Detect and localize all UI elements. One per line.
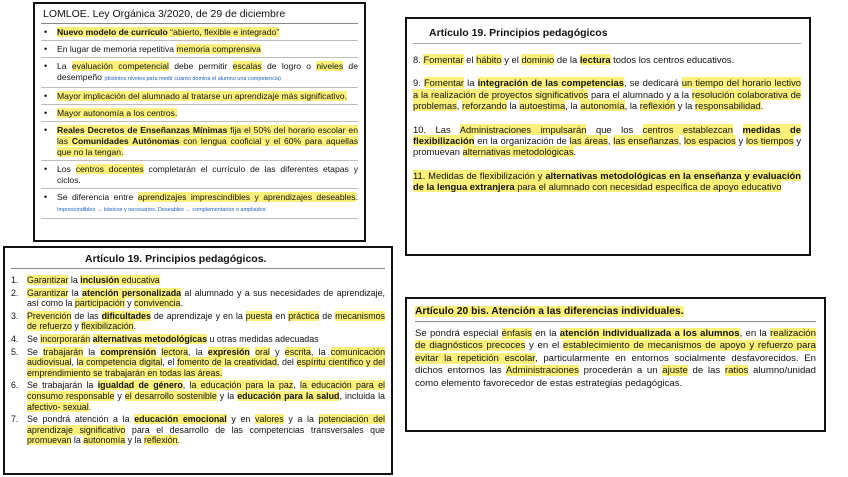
text-segment: dificultades <box>101 310 151 321</box>
articulo-19-left-box <box>3 246 393 475</box>
text-segment: Se pondrá atención a la <box>27 414 135 425</box>
text-segment: procederán a un <box>578 365 663 377</box>
lomloe-list <box>41 27 358 219</box>
text-segment: educación emocional <box>134 414 227 425</box>
text-segment: y <box>71 321 82 332</box>
text-segment: y a la <box>283 414 319 425</box>
text-segment: inclusión <box>80 275 120 285</box>
text-segment: Se diferencia entre <box>57 192 138 202</box>
list-item <box>41 44 358 58</box>
item-number: 4. <box>11 333 19 344</box>
text-segment: y la <box>125 435 144 446</box>
text-segment: comunicación audiovisual <box>27 346 386 368</box>
article-paragraph <box>413 124 801 158</box>
text-segment: Se <box>27 346 44 357</box>
text-segment: La <box>57 61 72 71</box>
text-segment: Se pondrá especial <box>415 328 502 339</box>
text-segment: participación <box>74 298 125 309</box>
text-segment: educación para la salud <box>237 390 340 401</box>
text-segment: reflexión <box>143 435 178 446</box>
article-paragraph <box>413 54 801 65</box>
item-number: 7. <box>11 414 19 425</box>
text-segment: Prevención <box>27 310 72 321</box>
lomloe-title: LOMLOE. Ley Orgánica 3/2020, de 29 de diciembre <box>43 8 286 20</box>
text-segment: espíritu científico y del emprendimiento se trabajarán en todas las áreas. <box>27 357 386 378</box>
text-segment: la educación para la paz <box>189 380 294 391</box>
text-segment: “abierto, flexible e integrado” <box>167 27 280 37</box>
text-segment: y <box>269 346 285 357</box>
text-segment: realización de diagnósticos precoces <box>415 328 816 352</box>
text-segment: autoestima <box>519 100 566 112</box>
title-divider <box>11 268 385 269</box>
text-segment: Se trabajarán la <box>27 380 98 391</box>
text-segment: Garantizar <box>27 287 69 298</box>
text-segment: Se <box>27 333 41 344</box>
item-number: 2. <box>11 287 19 298</box>
text-segment: en <box>272 310 289 321</box>
list-item <box>41 192 358 219</box>
text-segment: la <box>464 77 478 89</box>
text-segment: debe permitir <box>168 61 233 71</box>
text-segment: un tiempo del horario lectivo a la realización de proyectos significativos <box>413 77 801 100</box>
list-item <box>11 347 385 379</box>
articulo-20-bis-title: Artículo 20 bis. Atención a las diferencias individuales. <box>415 306 684 317</box>
text-segment: , del <box>276 357 297 368</box>
text-segment: ratios <box>724 365 749 377</box>
text-segment: fija el 50% del horario escolar en las <box>57 125 358 146</box>
text-segment: de la <box>554 54 580 65</box>
text-segment: , <box>607 135 614 147</box>
item-number: 5. <box>11 346 19 357</box>
text-segment: oral <box>255 346 270 357</box>
list-item <box>11 334 385 345</box>
text-segment: puesta <box>245 310 273 321</box>
text-segment: la <box>83 346 101 357</box>
text-segment: 9. <box>413 77 424 89</box>
list-item <box>41 108 358 122</box>
text-segment: Administraciones <box>505 365 579 377</box>
text-segment: alternativas metodológicas <box>92 333 208 344</box>
list-item <box>11 311 385 332</box>
annotation-note: (distintos niveles para medir cuánto domina el alumno una competencia) <box>104 76 282 82</box>
text-segment: ajuste <box>662 365 688 377</box>
text-segment: completarán el currículo de las diferentes etapas y ciclos. <box>57 164 358 185</box>
text-segment: lectura <box>579 54 611 65</box>
text-segment: Mayor autonomía a los centros. <box>57 108 178 118</box>
text-segment <box>733 124 743 135</box>
item-number: 3. <box>11 310 19 321</box>
title-divider <box>413 43 801 44</box>
list-item <box>41 91 358 105</box>
principios-list <box>11 275 385 446</box>
text-segment: para el alumnado y a la <box>588 88 692 100</box>
text-segment: . <box>355 192 358 202</box>
text-segment: la competencia digital <box>76 357 163 368</box>
text-segment: memoria comprensiva <box>176 44 261 54</box>
text-segment: . <box>180 298 183 309</box>
text-segment: el desarrollo sostenible <box>124 390 217 401</box>
text-segment: los espacios <box>683 135 736 147</box>
articulo-19-right-paragraphs <box>413 54 801 193</box>
text-segment: Administraciones impulsarán <box>459 123 587 135</box>
text-segment: las áreas <box>569 135 608 147</box>
article-paragraph <box>413 170 801 193</box>
text-segment: que los <box>586 123 643 135</box>
text-segment: . <box>177 435 180 446</box>
text-segment: fomento de la creatividad <box>177 357 277 368</box>
text-segment: , la <box>624 100 640 112</box>
text-segment: medidas de flexibilización <box>413 123 801 147</box>
text-segment: práctica <box>288 310 320 321</box>
text-segment: valores <box>255 414 284 425</box>
item-number: 6. <box>11 380 19 391</box>
text-segment: . <box>133 321 137 332</box>
text-segment: establecimiento de mecanismos de apoyo y refuerzo para evitar la repetición escolar <box>415 340 816 364</box>
text-segment: y <box>114 390 125 401</box>
text-segment: dominio <box>521 54 555 65</box>
text-segment: de <box>319 310 336 321</box>
text-segment: 11. Medidas de flexibilización y <box>413 169 546 181</box>
text-segment: , la <box>188 346 208 357</box>
articulo-20-bis-text <box>415 328 816 390</box>
text-segment: la <box>71 435 84 446</box>
text-segment: , incluida la <box>339 390 385 401</box>
list-item <box>11 380 385 412</box>
text-segment: la <box>68 275 81 285</box>
list-item <box>41 125 358 161</box>
text-segment: y en <box>226 414 256 425</box>
text-segment: 10. Las <box>413 123 460 135</box>
list-item <box>11 275 385 286</box>
text-segment: al alumnado y a sus necesidades de aprendizaje, así como la <box>27 287 385 309</box>
text-segment: , particularmente en entornos socialmente desfavorecidos. En dichos entornos las <box>415 352 817 377</box>
articulo-19-right-title: Artículo 19. Principios pedagógicos <box>429 27 608 39</box>
text-segment: la educación para el consumo responsable <box>27 380 386 401</box>
text-segment: , <box>71 357 77 368</box>
text-segment: resolución colaborativa de problemas <box>413 88 802 112</box>
text-segment: todos los centros educativos. <box>610 54 735 65</box>
text-segment: , en la <box>739 328 771 339</box>
text-segment: evaluación competencial <box>71 61 169 71</box>
text-segment: la <box>506 100 520 112</box>
text-segment: en la organización de <box>474 135 570 147</box>
text-segment: comprensión <box>100 346 157 357</box>
text-segment: reforzando <box>462 100 507 112</box>
text-segment: En lugar de memoria repetitiva <box>57 44 177 54</box>
text-segment: y <box>735 135 746 147</box>
text-segment: mecanismos de refuerzo <box>27 310 385 332</box>
list-item <box>11 414 385 446</box>
text-segment: . <box>760 100 764 112</box>
title-divider <box>41 23 358 24</box>
text-segment: promuevan <box>27 435 72 446</box>
text-segment: de las <box>687 365 725 377</box>
text-segment: lectora <box>161 346 189 357</box>
text-segment: aprendizajes imprescindibles y aprendizajes deseables <box>137 192 356 202</box>
text-segment: las enseñanzas <box>613 135 679 147</box>
text-segment: , <box>182 380 190 391</box>
text-segment: y <box>124 298 135 309</box>
text-segment: Los <box>57 164 76 174</box>
text-segment: de desempeño <box>57 61 358 82</box>
text-segment: centros docentes <box>75 164 144 174</box>
text-segment: 8. <box>413 54 424 65</box>
text-segment: potenciación del aprendizaje significativo <box>27 414 385 435</box>
lomloe-summary-box <box>33 2 366 242</box>
articulo-20-bis-box <box>405 297 826 432</box>
text-segment: , <box>678 135 684 147</box>
text-segment: alumno/unidad como elemento favorecedor de estas estrategias pedagógicas. <box>415 365 816 389</box>
text-segment: responsabilidad <box>695 100 761 112</box>
text-segment: Comunidades Autónomas <box>71 136 180 146</box>
text-segment: centros establezcan <box>642 123 733 135</box>
text-segment: Reales Decretos de Enseñanzas Mínimas <box>57 125 228 135</box>
text-segment: Fomentar <box>423 54 464 65</box>
text-segment: integración de las competencias <box>477 77 624 89</box>
text-segment: y promuevan <box>413 135 802 158</box>
article-paragraph <box>413 77 801 111</box>
text-segment: la <box>68 287 83 298</box>
articulo-19-right-box <box>405 17 811 256</box>
text-segment: de aprendizaje y en la <box>150 310 246 321</box>
text-segment: hábito <box>476 54 502 65</box>
list-item <box>41 27 358 41</box>
text-segment: niveles <box>316 61 344 71</box>
text-segment: educativa <box>119 275 160 285</box>
text-segment: Garantizar <box>27 275 69 285</box>
text-segment: de logro o <box>261 61 317 71</box>
list-item <box>11 288 385 309</box>
text-segment: , el <box>162 357 178 368</box>
articulo-19-left-title: Artículo 19. Principios pedagógicos. <box>85 253 267 265</box>
text-segment: atención personalizada <box>82 287 182 298</box>
text-segment: para el alumnado con necesidad específica de apoyo educativo <box>514 181 782 193</box>
text-segment: , se dedicará <box>623 77 682 89</box>
text-segment: reflexión <box>639 100 676 112</box>
text-segment: alternativas metodológicas <box>462 146 574 158</box>
text-segment: igualdad de género <box>97 380 183 391</box>
text-segment: Mayor implicación del alumnado al tratarse un aprendizaje más significativo. <box>57 91 347 101</box>
text-segment: escrita <box>284 346 311 357</box>
text-segment: flexibilización <box>81 321 134 332</box>
text-segment: con lengua cooficial y el 60% para aquellas que no la tengan. <box>57 136 359 157</box>
item-number: 1. <box>11 275 19 285</box>
text-segment: . <box>573 146 577 158</box>
text-segment: , <box>456 100 462 112</box>
text-segment: . <box>88 401 92 412</box>
text-segment: Nuevo modelo de currículo <box>57 27 168 37</box>
text-segment: convivencia <box>134 298 181 309</box>
text-segment: y la <box>216 390 238 401</box>
text-segment: atención individualizada a los alumnos <box>559 328 740 339</box>
title-divider <box>415 321 816 322</box>
text-segment: de las <box>71 310 102 321</box>
text-segment: Fomentar <box>423 77 465 89</box>
text-segment: escalas <box>232 61 262 71</box>
annotation-note: Imprescindibles → básicos y necesarios. Deseables → complementarios o ampliados <box>57 207 266 213</box>
text-segment: en la <box>531 328 560 339</box>
text-segment: alternativas metodológicas en la enseñanza y evaluación de la lengua extranjera <box>413 169 801 193</box>
text-segment: , <box>293 380 301 391</box>
text-segment: el <box>463 54 477 65</box>
list-item <box>41 61 358 88</box>
text-segment: u otras medidas adecuadas <box>207 333 319 344</box>
text-segment: para el desarrollo de las competencias transversales que <box>125 424 385 435</box>
text-segment: autonomía <box>83 435 126 446</box>
text-segment: expresión <box>207 346 250 357</box>
text-segment: incorporarán <box>40 333 91 344</box>
text-segment: , la <box>310 346 331 357</box>
text-segment: y en el <box>525 340 563 352</box>
text-segment: trabajarán <box>43 346 84 357</box>
text-segment: , la <box>565 100 581 112</box>
text-segment: y el <box>501 54 522 65</box>
text-segment: énfasis <box>501 328 532 339</box>
text-segment: afectivo- sexual <box>27 401 89 412</box>
text-segment: y la <box>675 100 696 112</box>
text-segment: los tiempos <box>745 135 794 147</box>
text-segment: autonomía <box>580 100 625 112</box>
list-item <box>41 164 358 189</box>
